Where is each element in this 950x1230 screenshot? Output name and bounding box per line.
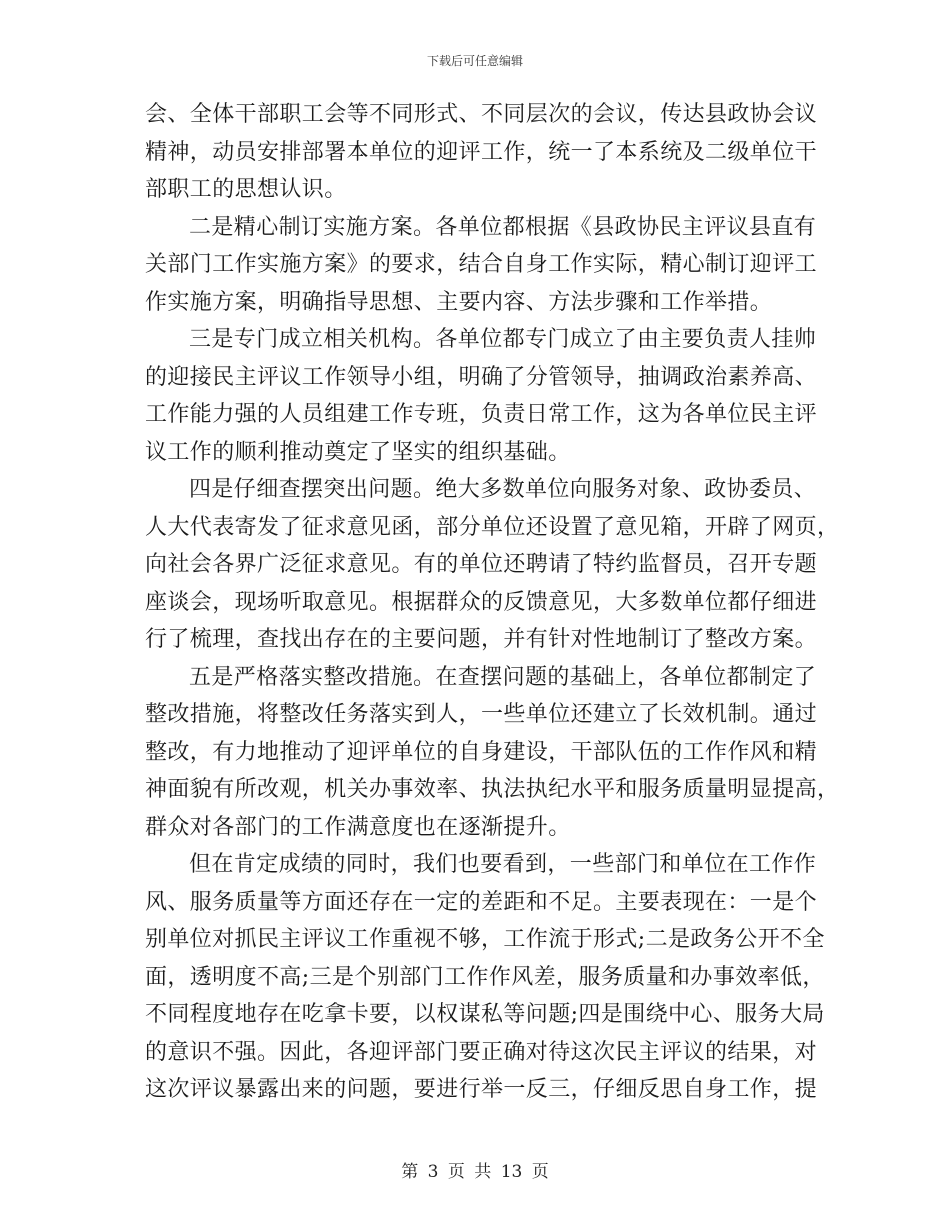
document-body (145, 96, 840, 1109)
text-line: 议工作的顺利推动奠定了坚实的组织基础。 (145, 439, 571, 465)
text-line: 群众对各部门的工作满意度也在逐渐提升。 (145, 814, 571, 840)
text-line: 精神，动员安排部署本单位的迎评工作，统一了本系统及二级单位干 (145, 139, 818, 165)
text-line: 不同程度地存在吃拿卡要，以权谋私等问题;四是围绕中心、服务大局 (145, 1002, 825, 1027)
text-line: 会、全体干部职工会等不同形式、不同层次的会议，传达县政协会议 (145, 102, 818, 127)
text-line: 三是专门成立相关机构。各单位都专门成立了由主要负责人挂帅 (189, 327, 817, 352)
page-number: 第 3 页 共 13 页 (401, 1162, 549, 1182)
text-line: 人大代表寄发了征求意见函，部分单位还设置了意见箱，开辟了网页， (145, 514, 840, 540)
text-line: 风、服务质量等方面还存在一定的差距和不足。主要表现在：一是个 (145, 889, 818, 915)
text-line: 关部门工作实施方案》的要求，结合自身工作实际，精心制订迎评工 (145, 252, 818, 277)
text-line: 整改，有力地推动了迎评单位的自身建设，干部队伍的工作作风和精 (145, 739, 818, 765)
page-header: 下载后可任意编辑 (426, 54, 523, 68)
text-line: 作实施方案，明确指导思想、主要内容、方法步骤和工作举措。 (145, 289, 773, 315)
text-line: 向社会各界广泛征求意见。有的单位还聘请了特约监督员，召开专题 (145, 552, 818, 577)
text-line: 整改措施，将整改任务落实到人，一些单位还建立了长效机制。通过 (145, 702, 818, 727)
text-line: 工作能力强的人员组建工作专班，负责日常工作，这为各单位民主评 (145, 402, 818, 427)
text-line: 别单位对抓民主评议工作重视不够，工作流于形式;二是政务公开不全 (145, 927, 825, 952)
text-line: 座谈会，现场听取意见。根据群众的反馈意见，大多数单位都仔细进 (145, 589, 818, 615)
text-line: 部职工的思想认识。 (145, 177, 347, 202)
text-line: 的意识不强。因此，各迎评部门要正确对待这次民主评议的结果，对 (145, 1039, 818, 1065)
text-line: 这次评议暴露出来的问题，要进行举一反三，仔细反思自身工作，提 (145, 1077, 818, 1102)
text-line: 二是精心制订实施方案。各单位都根据《县政协民主评议县直有 (189, 214, 817, 240)
text-line: 四是仔细查摆突出问题。绝大多数单位向服务对象、政协委员、 (189, 477, 817, 502)
text-line: 面，透明度不高;三是个别部门工作作风差，服务质量和办事效率低， (145, 964, 825, 990)
text-line: 但在肯定成绩的同时，我们也要看到，一些部门和单位在工作作 (189, 852, 817, 877)
text-line: 五是严格落实整改措施。在查摆问题的基础上，各单位都制定了 (189, 664, 817, 690)
text-line: 神面貌有所改观，机关办事效率、执法执纪水平和服务质量明显提高， (145, 777, 840, 802)
text-line: 的迎接民主评议工作领导小组，明确了分管领导，抽调政治素养高、 (145, 364, 818, 390)
text-line: 行了梳理，查找出存在的主要问题，并有针对性地制订了整改方案。 (145, 627, 818, 652)
